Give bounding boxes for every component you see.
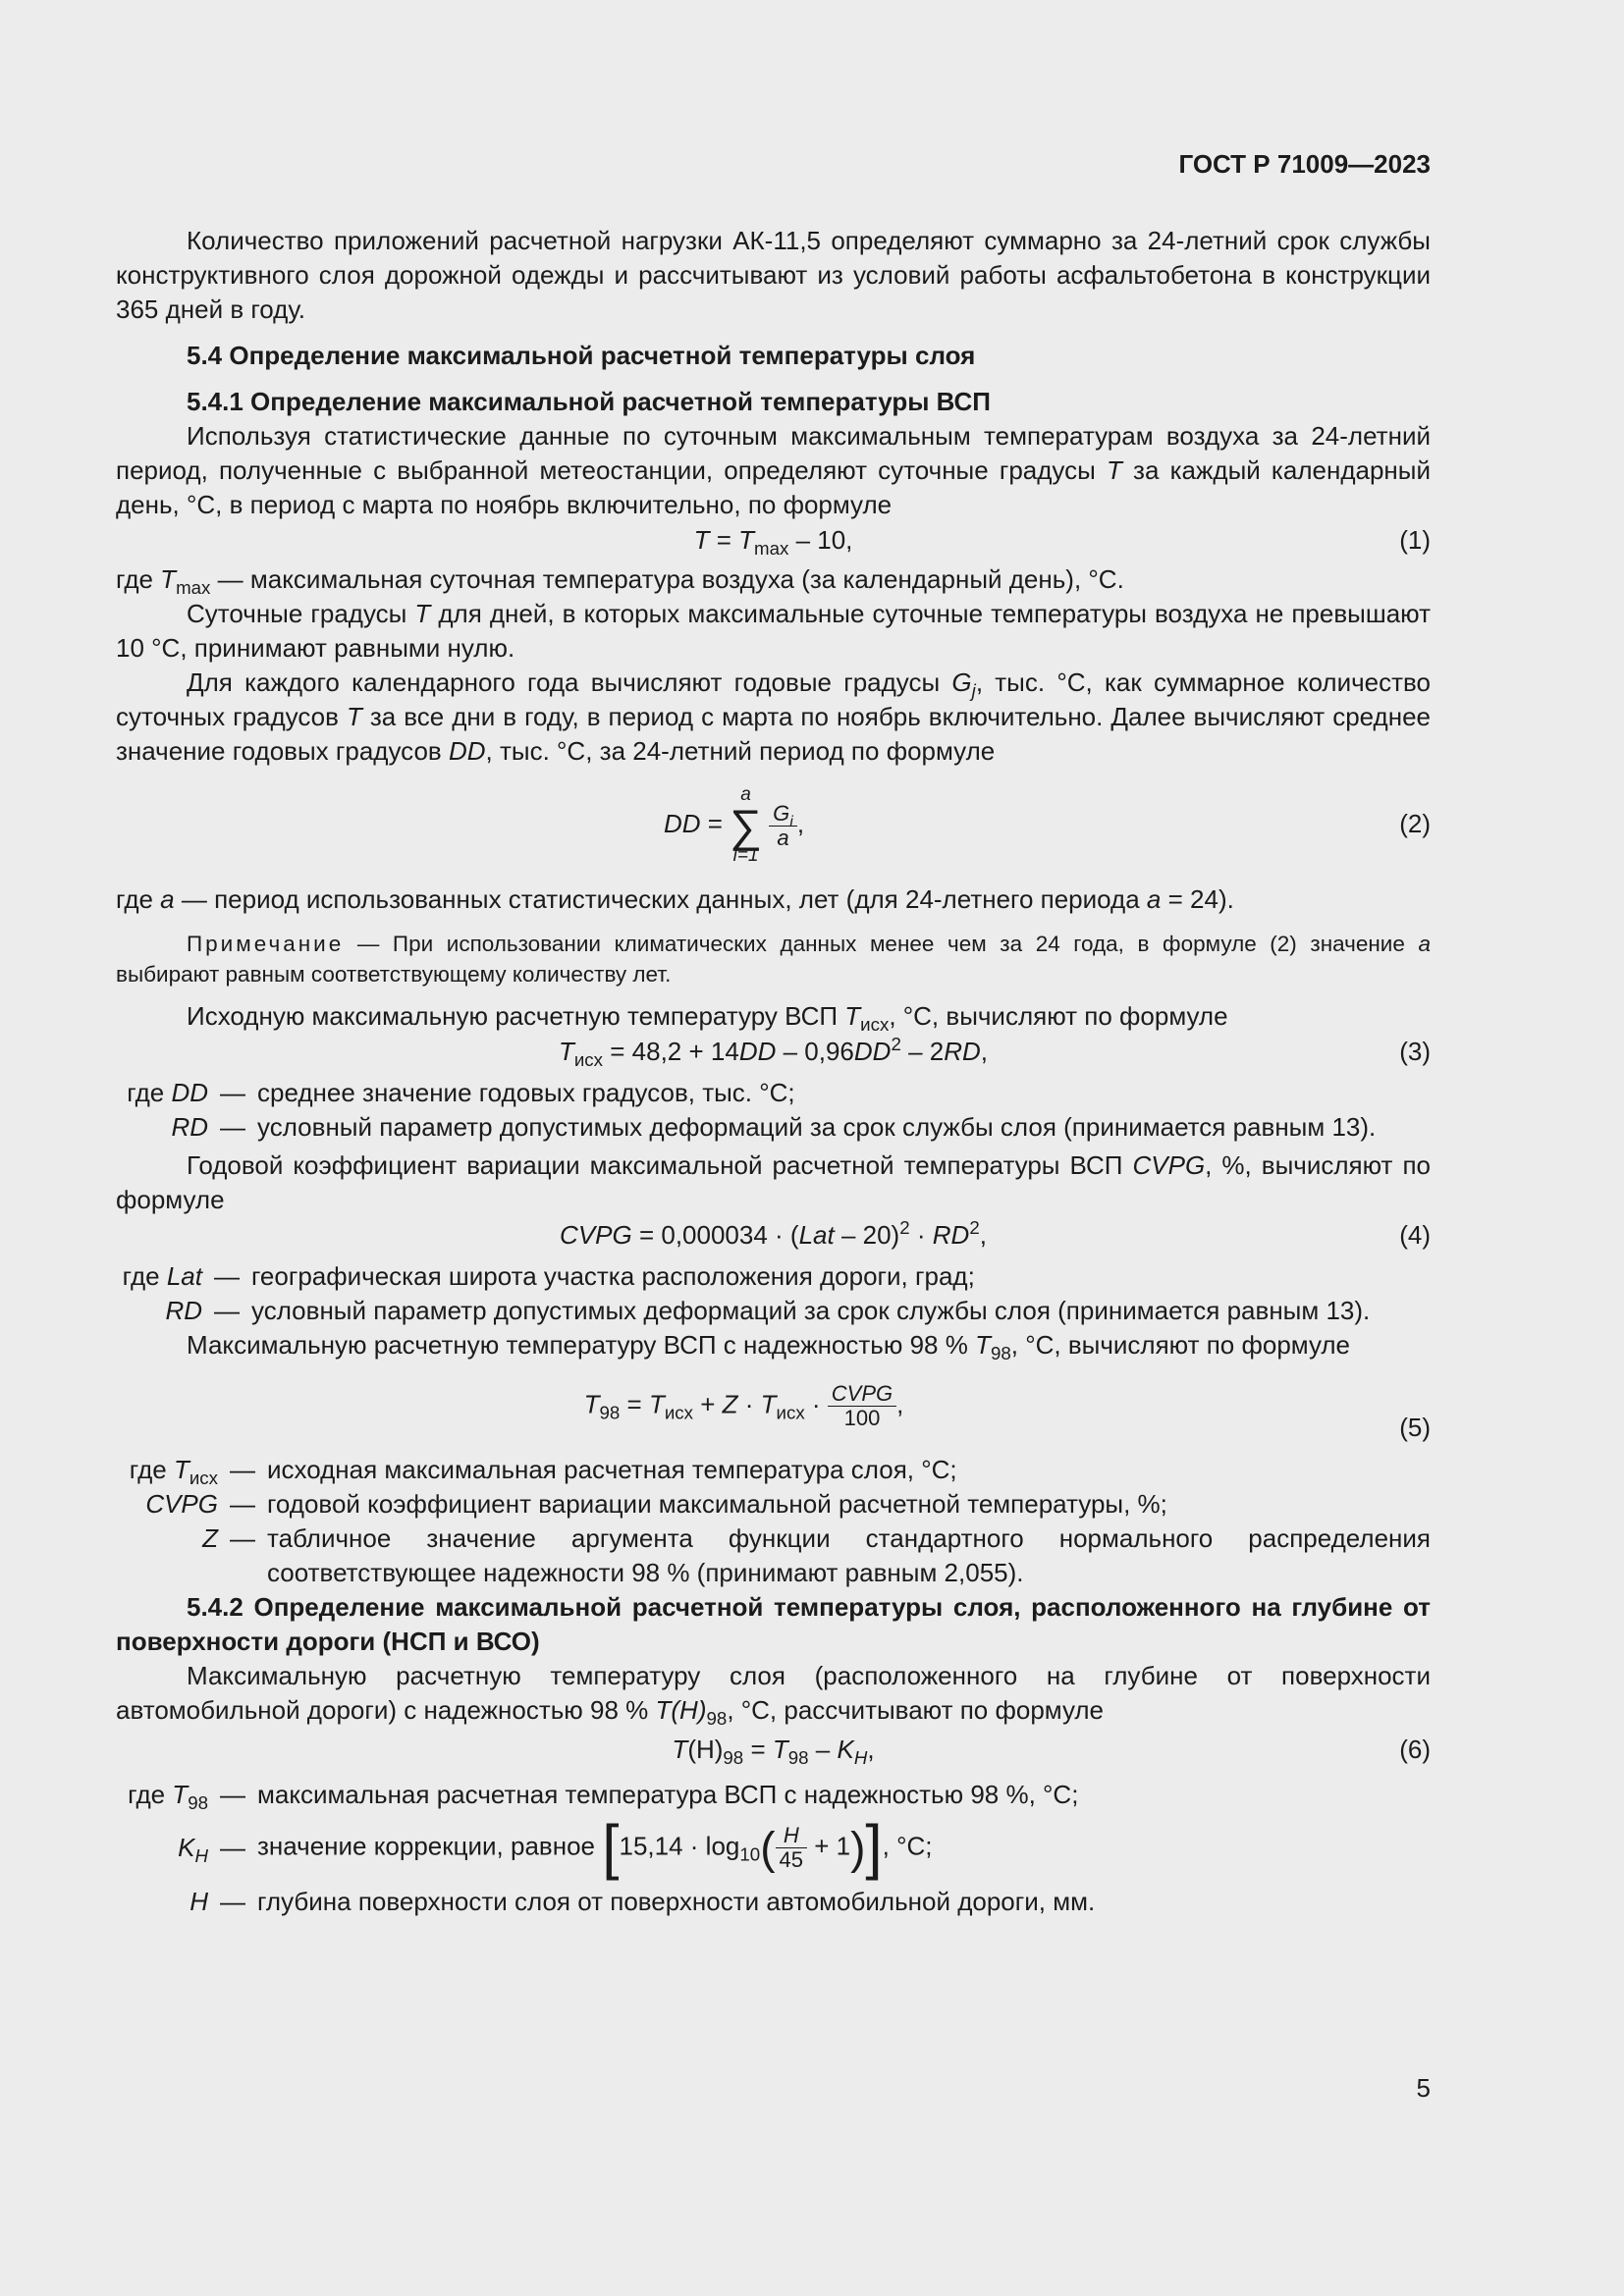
- formula-5: $T_{98} = T_{исх} + Z \cdot T_{исх}$ · $\frac{\text{CVPG}}{100}$ , (5): [116, 1362, 1431, 1445]
- where-dd: где DD — среднее значение годовых градусов, тыс. °C;: [127, 1078, 795, 1107]
- standard-header: ГОСТ Р 71009—2023: [1178, 149, 1431, 179]
- formula-number: (1): [1399, 525, 1431, 555]
- where-z: Z — табличное значение аргумента функции стандартного нормального распределения соответствующее надежности 98 % (принимают равным 2,055).: [202, 1523, 1431, 1587]
- where-lat: где Lat — географическая широта участка расположения дороги, град;: [122, 1261, 975, 1291]
- summation-symbol: a ∑ i=1: [730, 784, 762, 867]
- where-t98: где $T_{98}$ — максимальная расчетная температура ВСП с надежностью 98 %, °C;: [128, 1780, 1079, 1813]
- paragraph-cvpg: Годовой коэффициент вариации максимальной расчетной температуры ВСП CVPG, %, вычисляют по формуле: [116, 1150, 1431, 1214]
- document-body: [116, 224, 1431, 1919]
- page-number: 5: [1416, 2073, 1431, 2103]
- formula-6: $T(H)_{98} = T_{98} - K_H$, (6): [116, 1732, 1431, 1768]
- where-tmax: где $T_{max}$ — максимальная суточная температура воздуха (за календарный день), °C.: [116, 564, 1124, 598]
- formula-1: $T = T_{max} - 10$, (1): [116, 522, 1431, 559]
- where-rd-2: RD — условный параметр допустимых деформаций за срок службы слоя (принимается равным 13).: [165, 1296, 1371, 1325]
- formula-number: (2): [1399, 809, 1431, 838]
- where-a: где a — период использованных статистических данных, лет (для 24-летнего периода a = 24).: [116, 884, 1234, 914]
- where-kh: $K_H$ — значение коррекции, равное [$15,14 \cdot \log_{10}$( $\frac{H}{45}$ + 1)], °C;: [178, 1813, 933, 1881]
- paragraph-zero-degrees: Суточные градусы T для дней, в которых максимальные суточные температуры воздуха не превышают 10 °C, принимают равными нулю.: [116, 599, 1432, 663]
- formula-number: (5): [1399, 1413, 1431, 1442]
- paragraph-daily-degrees: Используя статистические данные по суточным максимальным температурам воздуха за 24-летний период, полученные с выбранной метеостанции, определяют суточные градусы T за каждый календарный день, °C, в период с марта по ноябрь включительно, по формуле: [116, 421, 1431, 519]
- section-heading-5-4-2: 5.4.2 Определение максимальной расчетной температуры слоя, расположенного на глубине от поверхности дороги (НСП и ВСО): [116, 1592, 1431, 1656]
- note-paragraph: Примечание — При использовании климатических данных менее чем за 24 года, в формуле (2) значение a выбирают равным соответствующему количеству лет.: [116, 932, 1431, 987]
- paragraph-t98: Максимальную расчетную температуру ВСП с надежностью 98 % $T_{98}$, °C, вычисляют по формуле: [187, 1330, 1351, 1363]
- formula-4: CVPG = $0,000034 \cdot (Lat - 20)^2 \cdot RD^2$, (4): [116, 1217, 1431, 1254]
- formula-number: (3): [1399, 1037, 1431, 1066]
- section-heading-5-4-1: 5.4.1 Определение максимальной расчетной температуры ВСП: [187, 387, 991, 416]
- formula-3: $T_{исх} = 48,2 + 14DD - 0,96DD^2 - 2RD$, (3): [558, 1034, 1431, 1070]
- intro-paragraph: Количество приложений расчетной нагрузки АК-11,5 определяют суммарно за 24-летний срок службы конструктивного слоя дорожной одежды и рассчитывают из условий работы асфальтобетона в конструкции 365 дней в году.: [116, 226, 1431, 324]
- where-rd: RD — условный параметр допустимых деформаций за срок службы слоя (принимается равным 13).: [171, 1112, 1377, 1142]
- formula-number: (6): [1399, 1735, 1431, 1764]
- formula-2: DD = a ∑ i=1 $\frac{G_i}{a}$ , (2): [116, 776, 1431, 871]
- paragraph-annual-degrees: Для каждого календарного года вычисляют годовые градусы $G_j$, тыс. °C, как суммарное количество суточных градусов T за все дни в году, в период с марта по ноябрь включительно. Далее вычисляют среднее значение годовых градусов DD, тыс. °C, за 24-летний период по формуле: [116, 667, 1431, 766]
- section-heading-5-4: 5.4 Определение максимальной расчетной температуры слоя: [187, 341, 976, 370]
- paragraph-th: Максимальную расчетную температуру слоя (расположенного на глубине от поверхности автомобильной дороги) с надежностью 98 % $T(H)_{98}$, °C, рассчитывают по формуле: [116, 1661, 1431, 1729]
- formula-number: (4): [1399, 1220, 1431, 1250]
- where-tisx: где $T_{исх}$ — исходная максимальная расчетная температура слоя, °C;: [129, 1455, 957, 1488]
- paragraph-tisx: Исходную максимальную расчетную температуру ВСП $T_{исх}$, °C, вычисляют по формуле: [187, 1001, 1228, 1035]
- where-h: H — глубина поверхности слоя от поверхности автомобильной дороги, мм.: [189, 1887, 1096, 1916]
- fraction-g-over-a: $\frac{G_i}{a}$: [769, 802, 797, 850]
- note-label: Примечание: [187, 932, 345, 956]
- fraction-cvpg-over-100: $\frac{\text{CVPG}}{100}$: [828, 1382, 896, 1430]
- where-cvpg: CVPG — годовой коэффициент вариации максимальной расчетной температуры, %;: [145, 1489, 1167, 1519]
- fraction-h-over-45: $\frac{H}{45}$: [776, 1824, 807, 1872]
